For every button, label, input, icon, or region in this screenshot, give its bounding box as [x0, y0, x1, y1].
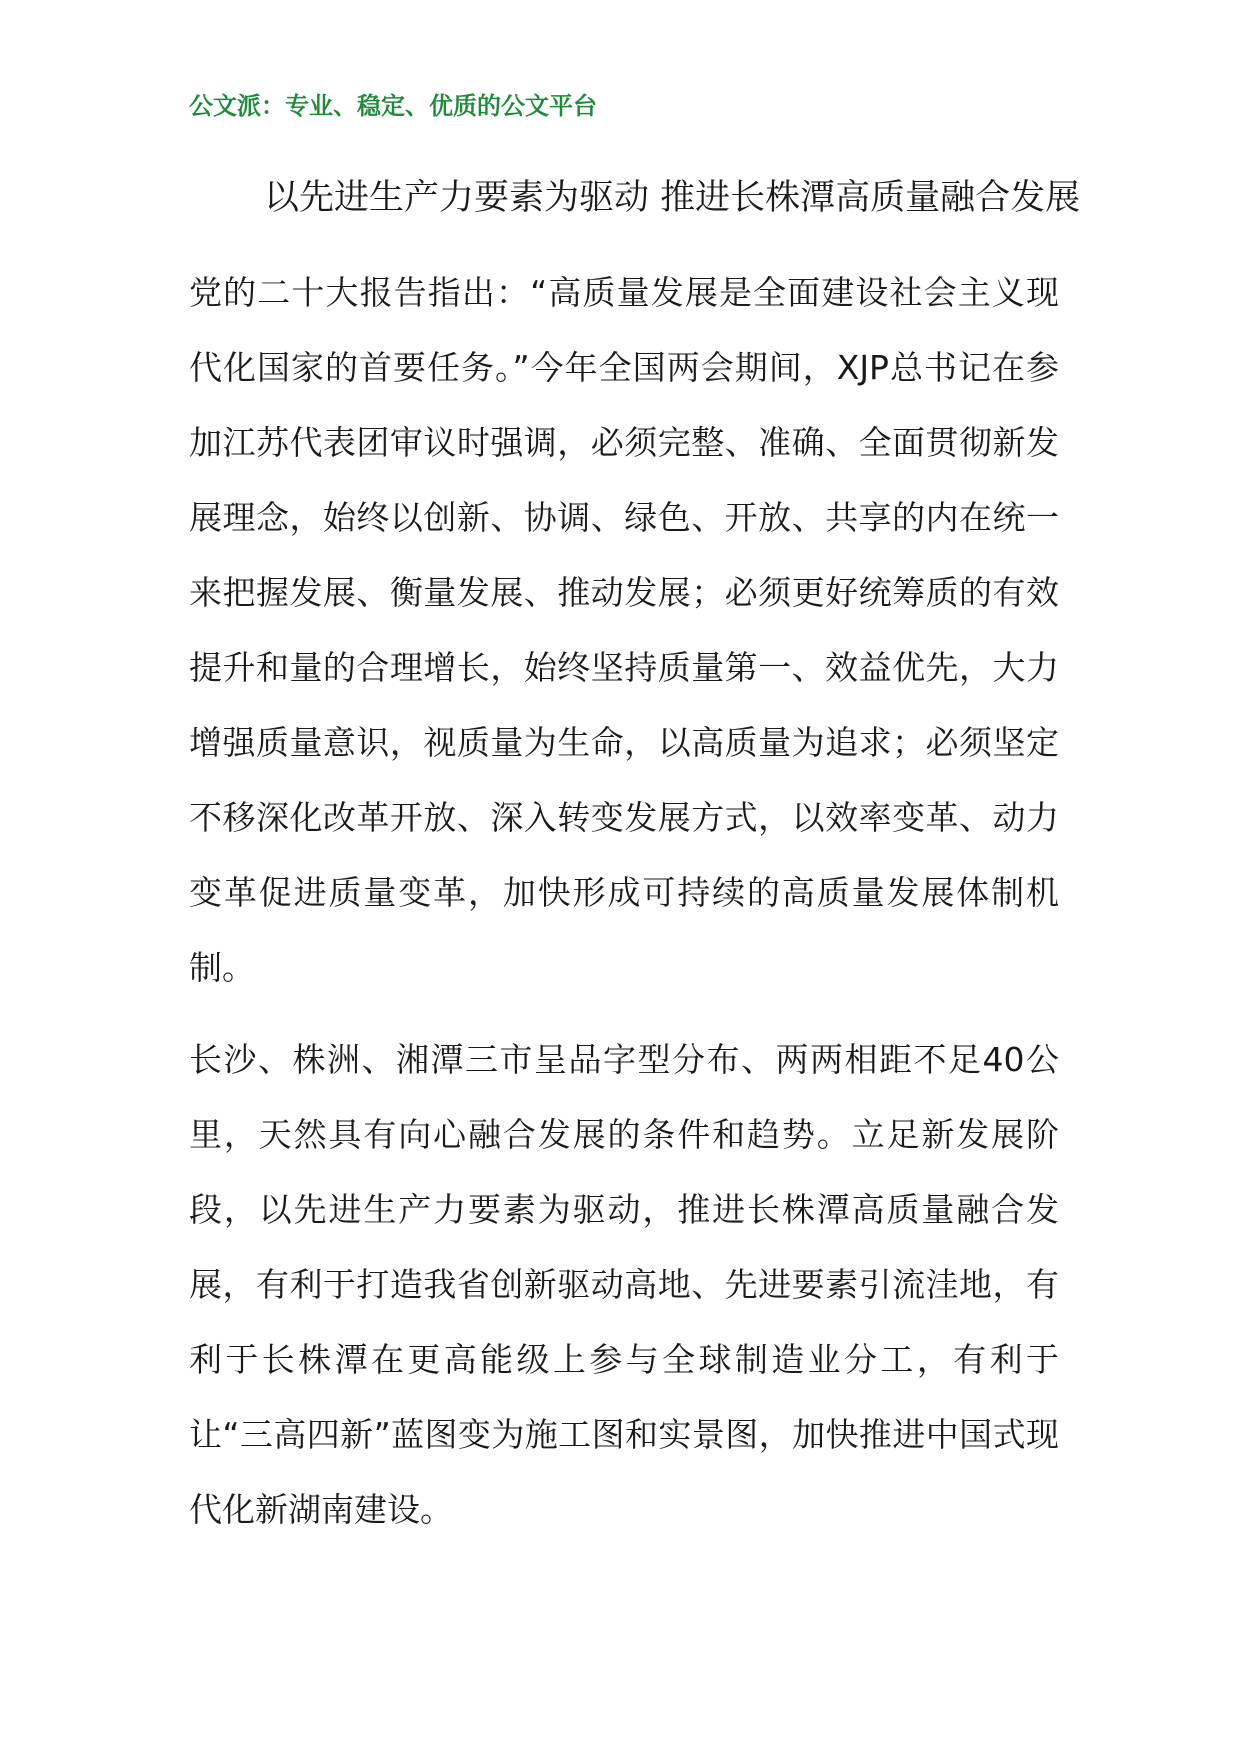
body-paragraph-2: 长沙、株洲、湘潭三市呈品字型分布、两两相距不足40公里，天然具有向心融合发展的条件和趋势。立足新发展阶段，以先进生产力要素为驱动，推进长株潭高质量融合发展，有利于打造我省创新驱动高地、先进要素引流洼地，有利于长株潭在更高能级上参与全球制造业分工，有利于让“三高四新”蓝图变为施工图和实景图，加快推进中国式现代化新湖南建设。: [189, 1040, 1059, 1529]
body-paragraph-1: 党的二十大报告指出：“高质量发展是全面建设社会主义现代化国家的首要任务。”今年全国两会期间，XJP总书记在参加江苏代表团审议时强调，必须完整、准确、全面贯彻新发展理念，始终以创新、协调、绿色、开放、共享的内在统一来把握发展、衡量发展、推动发展；必须更好统筹质的有效提升和量的合理增长，始终坚持质量第一、效益优先，大力增强质量意识，视质量为生命，以高质量为追求；必须坚定不移深化改革开放、深入转变发展方式，以效率变革、动力变革促进质量变革，加快形成可持续的高质量发展体制机制。: [189, 273, 1059, 987]
document-title: 以先进生产力要素为驱动 推进长株潭高质量融合发展: [264, 178, 1081, 218]
site-header-slogan: 公文派：专业、稳定、优质的公文平台: [189, 91, 597, 120]
